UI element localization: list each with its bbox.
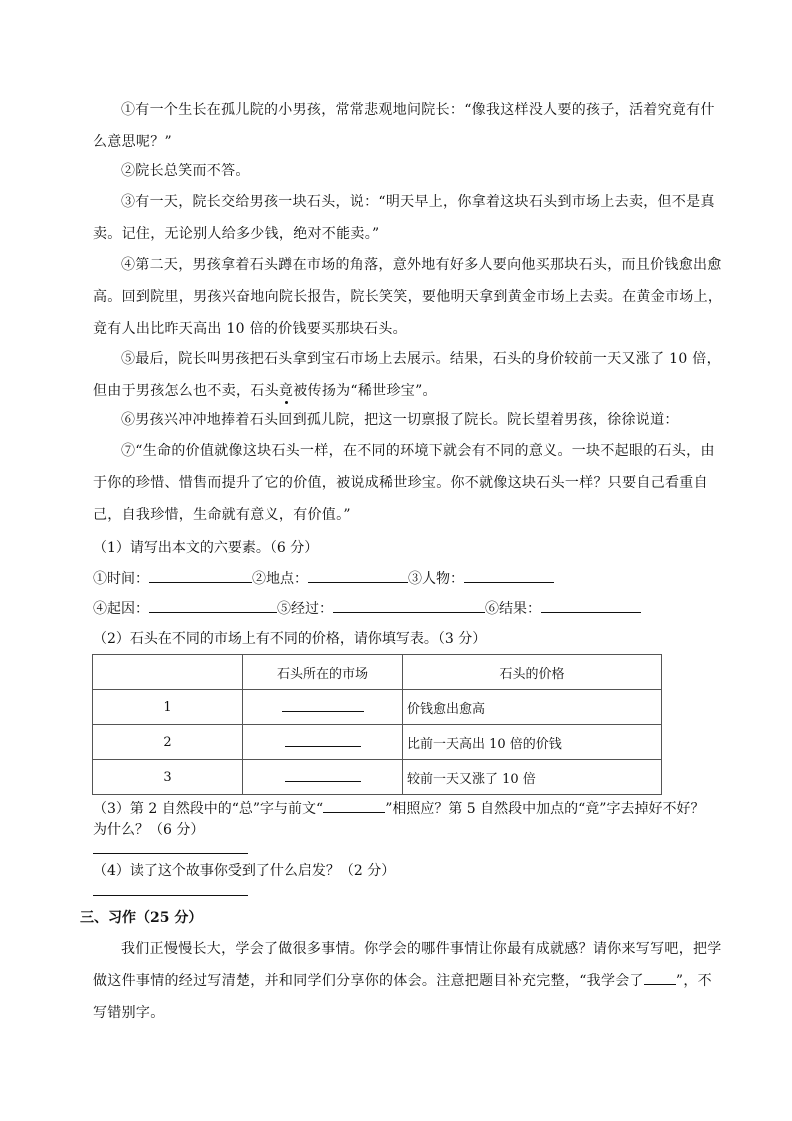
market-blank[interactable]	[282, 699, 364, 712]
q1-person-blank[interactable]	[464, 568, 554, 583]
story-paragraph-7: ⑦“生命的价值就像这块石头一样，在不同的环境下就会有不同的意义。一块不起眼的石头，由于你的珍惜、惜售而提升了它的价值，被说成稀世珍宝。你不就像这块石头一样？只要自己看重自己，自我珍惜，生命就有意义，有价值。”	[93, 443, 715, 523]
q1-result-blank[interactable]	[541, 598, 641, 613]
q1-row-2	[93, 598, 641, 619]
q1-cause-label: ④起因：	[93, 601, 149, 617]
q1-cause-blank[interactable]	[149, 598, 277, 613]
q3-answer-line[interactable]	[93, 853, 248, 854]
row-number: 3	[93, 760, 243, 795]
price-cell: 较前一天又涨了 10 倍	[403, 760, 662, 795]
q1-row-1	[93, 568, 554, 589]
q1-result-label: ⑥结果：	[485, 601, 541, 617]
story-paragraph-6: ⑥男孩兴冲冲地捧着石头回到孤儿院，把这一切禀报了院长。院长望着男孩，徐徐说道：	[121, 412, 679, 428]
table-header-blank	[93, 655, 243, 690]
q1-time-label: ①时间：	[93, 571, 149, 587]
prompt-text-before: 我们正慢慢长大，学会了做很多事情。你学会的哪件事情让你最有成就感？请你来写写吧，把学做这件事情的经过写清楚，并和同学们分享你的体会。注意把题目补充完整，“我学会了	[93, 941, 722, 989]
q3-line-1	[93, 798, 704, 819]
table-header-row	[93, 655, 662, 690]
p5-text-before: ⑤最后，院长叫男孩把石头拿到宝石市场上去展示。结果，石头的身价较前一天又涨了 10 倍，但由于男孩怎么也不卖，石头	[93, 351, 721, 399]
price-cell: 比前一天高出 10 倍的价钱	[403, 725, 662, 760]
p5-text-after: 被传扬为“稀世珍宝”。	[293, 383, 437, 399]
table-row	[93, 725, 662, 760]
row-number: 1	[93, 690, 243, 725]
q1-person-label: ③人物：	[408, 571, 464, 587]
q3-text-part-2: ”相照应？第 5 自然段中加点的“竟”字去掉好不好？	[385, 801, 705, 817]
market-answer-cell	[243, 690, 403, 725]
row-number: 2	[93, 725, 243, 760]
q3-text-part-1: （3）第 2 自然段中的“总”字与前文“	[93, 801, 324, 817]
q3-line-2: 为什么？（6 分）	[93, 822, 205, 838]
table-row	[93, 690, 662, 725]
market-answer-cell	[243, 760, 403, 795]
q1-time-blank[interactable]	[149, 568, 252, 583]
q1-title: （1）请写出本文的六要素。（6 分）	[93, 540, 319, 556]
table-row	[93, 760, 662, 795]
q2-price-table	[92, 654, 662, 795]
writing-prompt	[93, 933, 723, 1029]
price-cell: 价钱愈出愈高	[403, 690, 662, 725]
q4-title: （4）读了这个故事你受到了什么启发？（2 分）	[93, 863, 396, 879]
market-answer-cell	[243, 725, 403, 760]
story-paragraph-2: ②院长总笑而不答。	[121, 163, 250, 179]
q4-answer-line[interactable]	[93, 895, 248, 896]
story-paragraph-4: ④第二天，男孩拿着石头蹲在市场的角落，意外地有好多人要向他买那块石头，而且价钱愈出愈高。回到院里，男孩兴奋地向院长报告，院长笑笑，要他明天拿到黄金市场上去卖。在黄金市场上，竟有人出比昨天高出 10 倍的价钱要买那块石头。	[93, 257, 723, 337]
q1-place-blank[interactable]	[308, 568, 408, 583]
title-blank[interactable]	[644, 970, 676, 985]
emphasized-character: 竟	[278, 383, 294, 399]
market-blank[interactable]	[285, 734, 361, 747]
table-header-price: 石头的价格	[403, 655, 662, 690]
q1-process-label: ⑤经过：	[277, 601, 333, 617]
story-paragraph-5	[93, 343, 723, 407]
prompt-text-after: ”，不写错别字。	[93, 973, 712, 1021]
story-paragraph-3: ③有一天，院长交给男孩一块石头，说：“明天早上，你拿着这块石头到市场上去卖，但不是真卖。记住，无论别人给多少钱，绝对不能卖。”	[93, 194, 715, 242]
q2-title: （2）石头在不同的市场上有不同的价格，请你填写表。（3 分）	[93, 631, 487, 647]
q1-process-blank[interactable]	[333, 598, 485, 613]
story-paragraph-1: ①有一个生长在孤儿院的小男孩，常常悲观地问院长：“像我这样没人要的孩子，活着究竟有什么意思呢？”	[93, 102, 715, 150]
section-3-title: 三、习作（25 分）	[80, 910, 203, 926]
q3-blank[interactable]	[323, 798, 385, 813]
market-blank[interactable]	[285, 769, 361, 782]
table-header-market: 石头所在的市场	[243, 655, 403, 690]
q1-place-label: ②地点：	[252, 571, 308, 587]
